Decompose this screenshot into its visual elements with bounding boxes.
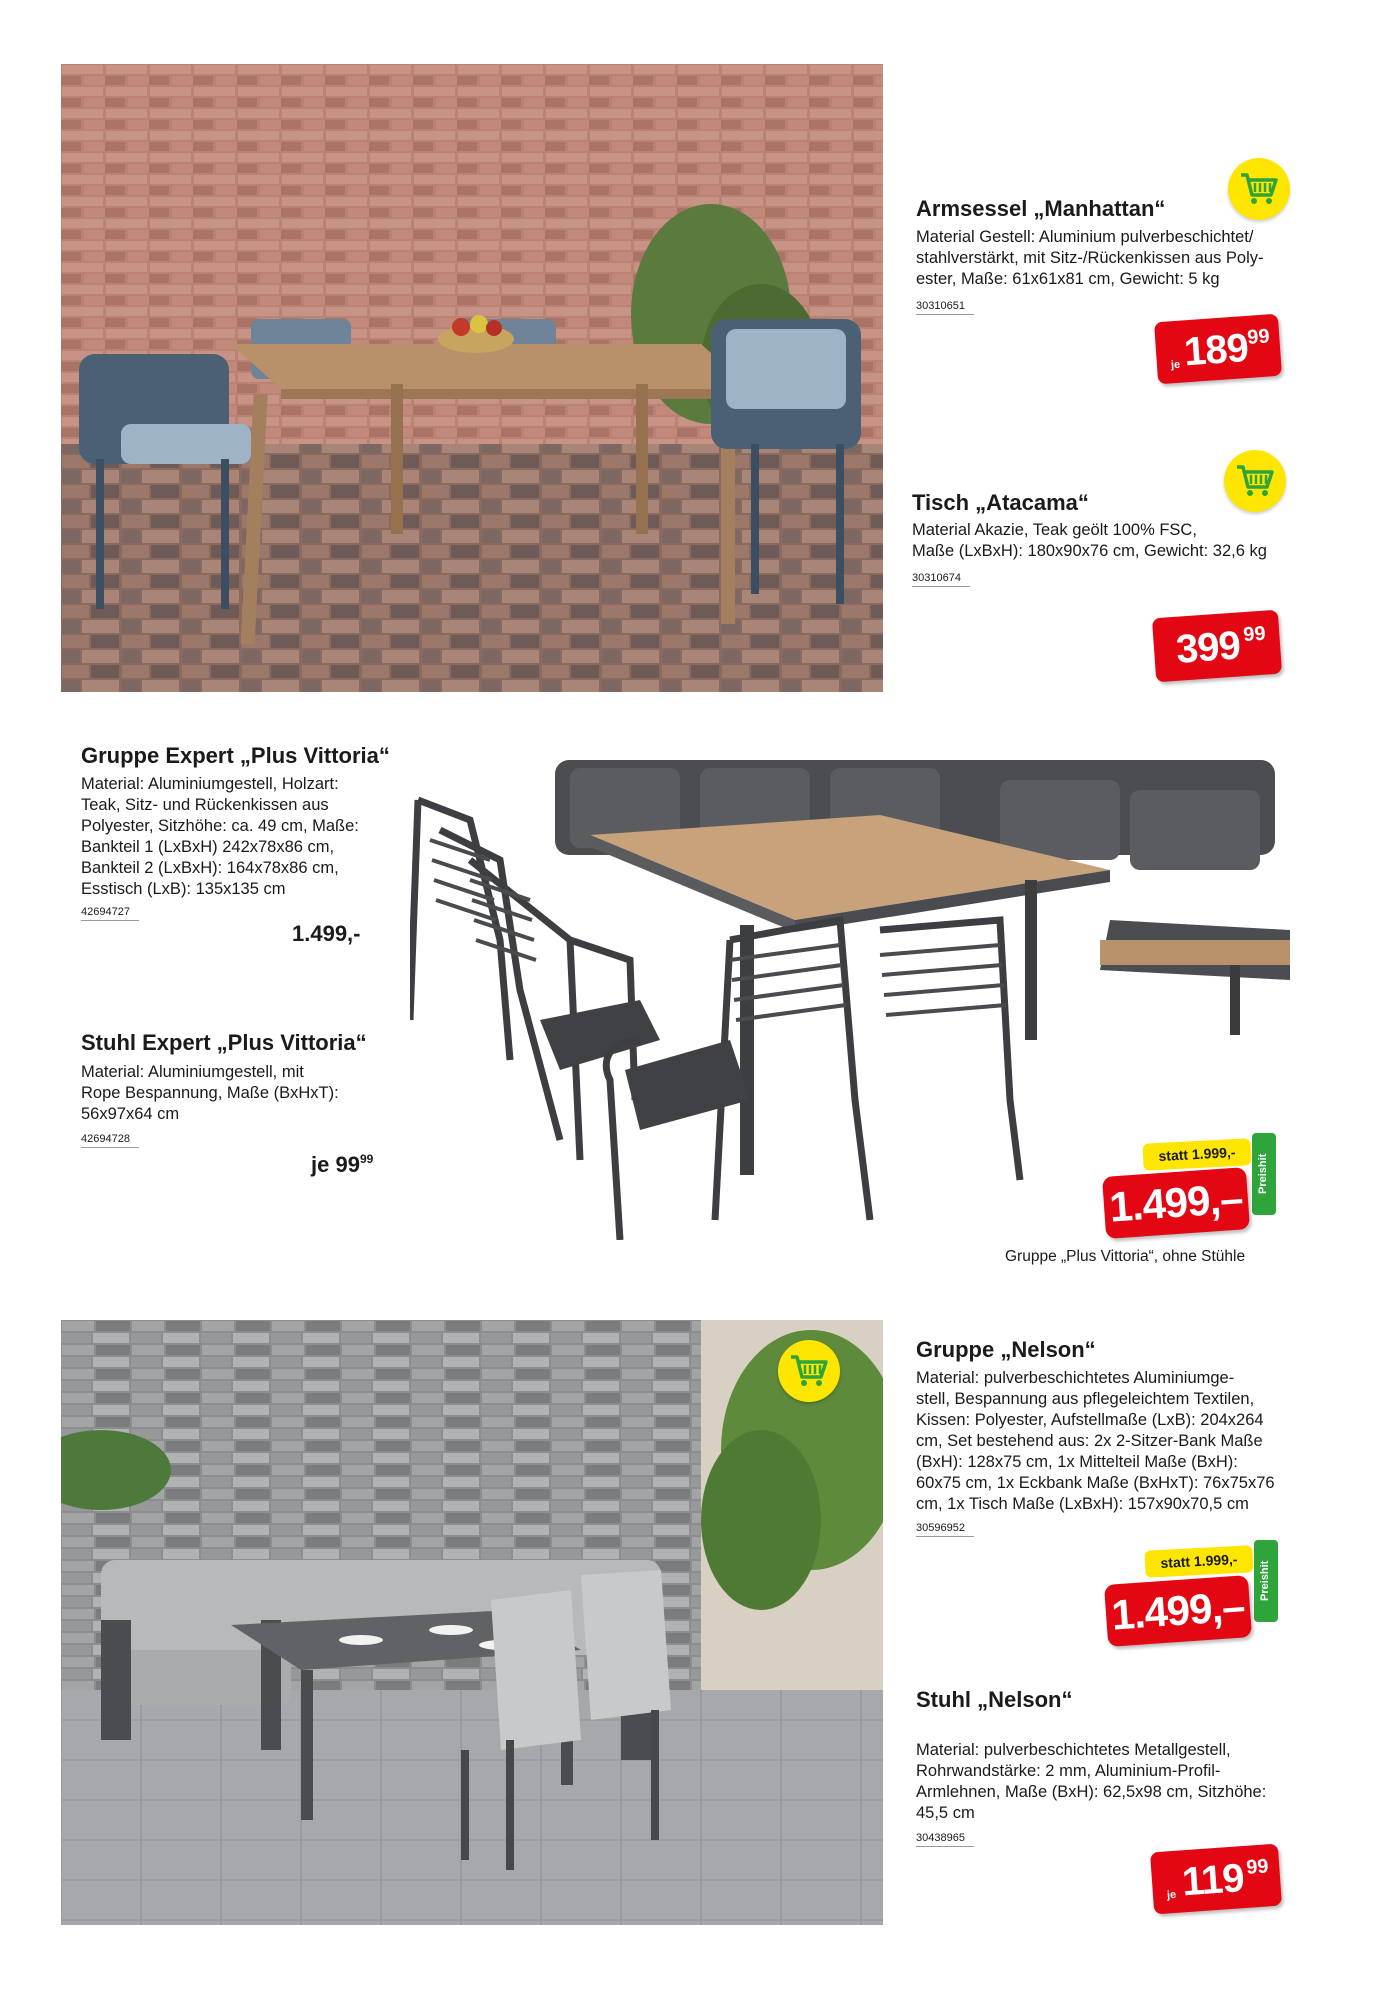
vittoria-caption: Gruppe „Plus Vittoria“, ohne Stühle bbox=[1005, 1248, 1246, 1265]
desc-line: Esstisch (LxB): 135x135 cm bbox=[81, 880, 286, 898]
manhattan-description bbox=[916, 227, 1264, 290]
price-cents: 99 bbox=[1242, 622, 1267, 647]
nelson-preishit-badge: Preishit bbox=[1254, 1540, 1278, 1622]
desc-line: (BxH): 128x75 cm, 1x Mittelteil Maße (BxH): bbox=[916, 1453, 1238, 1471]
vittoria-chair-description bbox=[81, 1062, 339, 1125]
price-main: 119 bbox=[1180, 1856, 1246, 1905]
nelson-chair-sku: 30438965 bbox=[916, 1832, 974, 1847]
price-prefix: je bbox=[1170, 358, 1181, 372]
nelson-group-sku: 30596952 bbox=[916, 1522, 974, 1537]
desc-line: 56x97x64 cm bbox=[81, 1105, 180, 1123]
desc-line: Polyester, Sitzhöhe: ca. 49 cm, Maße: bbox=[81, 817, 359, 835]
desc-line: Bankteil 1 (LxBxH) 242x78x86 cm, bbox=[81, 838, 335, 856]
desc-line: Material: pulverbeschichtetes Aluminiumge- bbox=[916, 1369, 1235, 1387]
price-main: 99 bbox=[335, 1152, 360, 1177]
photo-manhattan-atacama bbox=[61, 64, 883, 692]
atacama-price-tag bbox=[1152, 610, 1282, 683]
vittoria-preishit-badge: Preishit bbox=[1252, 1133, 1276, 1215]
vittoria-group-description bbox=[81, 774, 359, 900]
price-main: 399 bbox=[1174, 623, 1242, 672]
desc-line: Material Akazie, Teak geölt 100% FSC, bbox=[912, 521, 1197, 539]
shopping-cart-icon[interactable] bbox=[1224, 450, 1286, 512]
desc-line: Rope Bespannung, Maße (BxHxT): bbox=[81, 1084, 339, 1102]
shopping-cart-icon[interactable] bbox=[1228, 158, 1290, 220]
desc-line: Material Gestell: Aluminium pulverbeschichtet/ bbox=[916, 228, 1254, 246]
vittoria-group-sku: 42694727 bbox=[81, 906, 139, 921]
desc-line: 45,5 cm bbox=[916, 1804, 975, 1822]
desc-line: Kissen: Polyester, Aufstellmaße (LxB): 204x264 bbox=[916, 1411, 1264, 1429]
nelson-old-price: statt 1.999,- bbox=[1144, 1545, 1253, 1578]
desc-line: stahlverstärkt, mit Sitz-/Rückenkissen aus Poly- bbox=[916, 249, 1264, 267]
desc-line: Rohrwandstärke: 2 mm, Aluminium-Profil- bbox=[916, 1762, 1221, 1780]
price-cents: 99 bbox=[359, 1152, 374, 1166]
nelson-group-title: Gruppe „Nelson“ bbox=[916, 1337, 1096, 1362]
nelson-promo-price: 1.499,– bbox=[1104, 1575, 1252, 1647]
price-prefix: je bbox=[311, 1152, 330, 1177]
manhattan-title: Armsessel „Manhattan“ bbox=[916, 196, 1166, 221]
desc-line: cm, Set bestehend aus: 2x 2-Sitzer-Bank Maße bbox=[916, 1432, 1263, 1450]
atacama-sku: 30310674 bbox=[912, 572, 970, 587]
cart-glyph-icon bbox=[1239, 171, 1279, 207]
desc-line: Material: pulverbeschichtetes Metallgestell, bbox=[916, 1741, 1231, 1759]
desc-line: Material: Aluminiumgestell, mit bbox=[81, 1063, 304, 1081]
vittoria-chair-sku: 42694728 bbox=[81, 1133, 139, 1148]
nelson-chair-price-tag bbox=[1150, 1844, 1282, 1915]
vittoria-chair-price bbox=[311, 1152, 373, 1178]
desc-line: cm, 1x Tisch Maße (LxBxH): 157x90x70,5 cm bbox=[916, 1495, 1249, 1513]
cart-glyph-icon bbox=[789, 1353, 829, 1389]
cart-glyph-icon bbox=[1235, 463, 1275, 499]
desc-line: Teak, Sitz- und Rückenkissen aus bbox=[81, 796, 329, 814]
vittoria-promo-price: 1.499,– bbox=[1102, 1167, 1250, 1239]
desc-line: Maße (LxBxH): 180x90x76 cm, Gewicht: 32,6 kg bbox=[912, 542, 1267, 560]
desc-line: Bankteil 2 (LxBxH): 164x78x86 cm, bbox=[81, 859, 339, 877]
desc-line: Material: Aluminiumgestell, Holzart: bbox=[81, 775, 339, 793]
price-main: 189 bbox=[1182, 325, 1250, 375]
desc-line: Armlehnen, Maße (BxH): 62,5x98 cm, Sitzhöhe: bbox=[916, 1783, 1267, 1801]
nelson-chair-description bbox=[916, 1740, 1266, 1824]
photo-nelson bbox=[61, 1320, 883, 1925]
shopping-cart-icon[interactable] bbox=[778, 1340, 840, 1402]
desc-line: 60x75 cm, 1x Eckbank Maße (BxHxT): 76x75x76 bbox=[916, 1474, 1275, 1492]
price-cents: 99 bbox=[1245, 1855, 1270, 1879]
manhattan-sku: 30310651 bbox=[916, 300, 974, 315]
nelson-group-description bbox=[916, 1368, 1275, 1515]
manhattan-price-tag bbox=[1154, 314, 1282, 384]
price-prefix: je bbox=[1166, 1888, 1177, 1902]
vittoria-chair-title: Stuhl Expert „Plus Vittoria“ bbox=[81, 1030, 367, 1055]
desc-line: stell, Bespannung aus pflegeleichtem Textilen, bbox=[916, 1390, 1255, 1408]
price-cents: 99 bbox=[1246, 325, 1271, 349]
vittoria-group-price: 1.499,- bbox=[292, 921, 361, 946]
vittoria-old-price: statt 1.999,- bbox=[1142, 1138, 1251, 1171]
atacama-description bbox=[912, 520, 1267, 562]
desc-line: ester, Maße: 61x61x81 cm, Gewicht: 5 kg bbox=[916, 270, 1220, 288]
nelson-chair-title: Stuhl „Nelson“ bbox=[916, 1687, 1073, 1712]
vittoria-group-title: Gruppe Expert „Plus Vittoria“ bbox=[81, 743, 390, 768]
atacama-title: Tisch „Atacama“ bbox=[912, 490, 1089, 515]
